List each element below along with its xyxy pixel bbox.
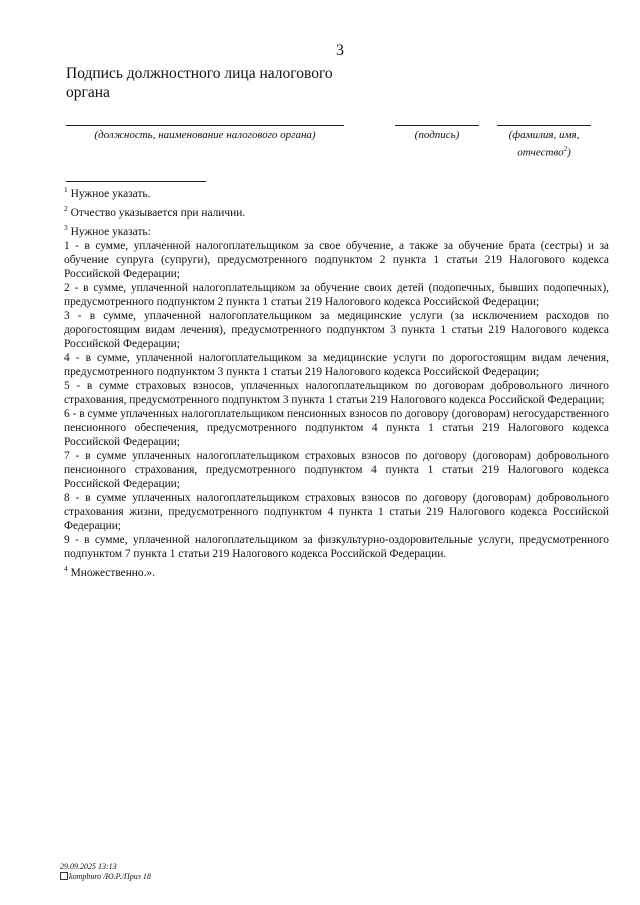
- name-caption: [490, 128, 598, 160]
- footnote-2-mark: 2: [64, 204, 68, 214]
- deduction-item-3: 3 - в сумме, уплаченной налогоплательщиком за медицинские услуги (за исключением расходов по дорогостоящим видам лечения), предусмотренного подпунктом 3 пункта 1 статьи 219 Налогового кодекса Российской Федерации;: [64, 310, 609, 350]
- signature-line: [395, 125, 479, 126]
- signature-caption: (подпись): [414, 129, 460, 141]
- deduction-item-7: 7 - в сумме уплаченных налогоплательщиком страховых взносов по договору (договорам) добровольного пенсионного страхования, предусмотренного подпунктом 4 пункта 1 статьи 219 Налогового кодекса Российской Федерации;: [64, 450, 609, 490]
- footnote-1: [64, 183, 609, 202]
- footer-timestamp: 29.09.2025 13:13: [60, 862, 117, 871]
- deduction-item-9: 9 - в сумме, уплаченной налогоплательщиком за физкультурно-оздоровительные услуги, предусмотренного подпунктом 7 пункта 1 статьи 219 Налогового кодекса Российской Федерации.: [64, 534, 609, 560]
- name-signature-line: [497, 125, 591, 126]
- footnote-4: [64, 562, 609, 581]
- deduction-item-2: 2 - в сумме, уплаченной налогоплательщиком за обучение своих детей (подопечных, бывших подопечных), предусмотренного подпунктом 2 пункта 1 статьи 219 Налогового кодекса Российской Федерации;: [64, 282, 609, 308]
- name-caption-text: (фамилия, имя, отчество: [508, 129, 580, 159]
- name-caption-close: ): [567, 146, 571, 159]
- document-icon: [60, 872, 68, 880]
- deduction-item-5: 5 - в сумме страховых взносов, уплаченных налогоплательщиком по договорам добровольного личного страхования, предусмотренного подпунктом 3 пункта 1 статьи 219 Налогового кодекса Российской Федерации;: [64, 380, 609, 407]
- footnotes: [64, 183, 609, 581]
- position-signature-line: [66, 125, 344, 126]
- footnote-1-mark: 1: [64, 185, 68, 194]
- deduction-item-8: 8 - в сумме уплаченных налогоплательщиком страховых взносов по договору (договорам) добровольного страхования жизни, предусмотренного подпунктом 4 пункта 1 статьи 219 Налогового кодекса Российской Федерации;: [64, 492, 609, 532]
- footnote-separator: [66, 181, 206, 182]
- footnote-4-text: Множественно.».: [67, 566, 155, 579]
- footer-source-line: [60, 872, 151, 882]
- footnote-2: [64, 202, 609, 221]
- footnote-3: [64, 221, 609, 240]
- deduction-item-6: 6 - в сумме уплаченных налогоплательщиком пенсионных взносов по договору (договорам) негосударственного пенсионного обеспечения, предусмотренного подпунктом 4 пункта 1 статьи 219 Налогового кодекса Российской Федерации;: [64, 408, 609, 448]
- footnote-3-text: Нужное указать:: [67, 225, 151, 238]
- footnote-2-text: Отчество указывается при наличии.: [67, 206, 246, 219]
- position-caption: (должность, наименование налогового органа): [94, 129, 316, 141]
- footnote-3-mark: 3: [64, 223, 68, 233]
- print-footer: [60, 862, 151, 882]
- footnote-1-text: Нужное указать.: [67, 187, 151, 200]
- name-caption-sup: 2: [563, 145, 568, 153]
- deduction-item-4: 4 - в сумме, уплаченной налогоплательщиком за медицинские услуги по дорогостоящим видам лечения, предусмотренного подпунктом 3 пункта 1 статьи 219 Налогового кодекса Российской Федерации;: [64, 352, 609, 378]
- signature-heading: Подпись должностного лица налогового органа: [66, 65, 333, 101]
- footnote-4-mark: 4: [64, 564, 68, 574]
- deduction-item-1: 1 - в сумме, уплаченной налогоплательщиком за свое обучение, а также за обучение брата (сестры) и за обучение супруга (супруги), предусмотренного подпунктом 2 пункта 1 статьи 219 Налогового кодекса Российской Федерации;: [64, 240, 609, 280]
- page-number: 3: [336, 42, 344, 59]
- footer-source: kompburo /Ю.Р./Приз 18: [69, 872, 151, 881]
